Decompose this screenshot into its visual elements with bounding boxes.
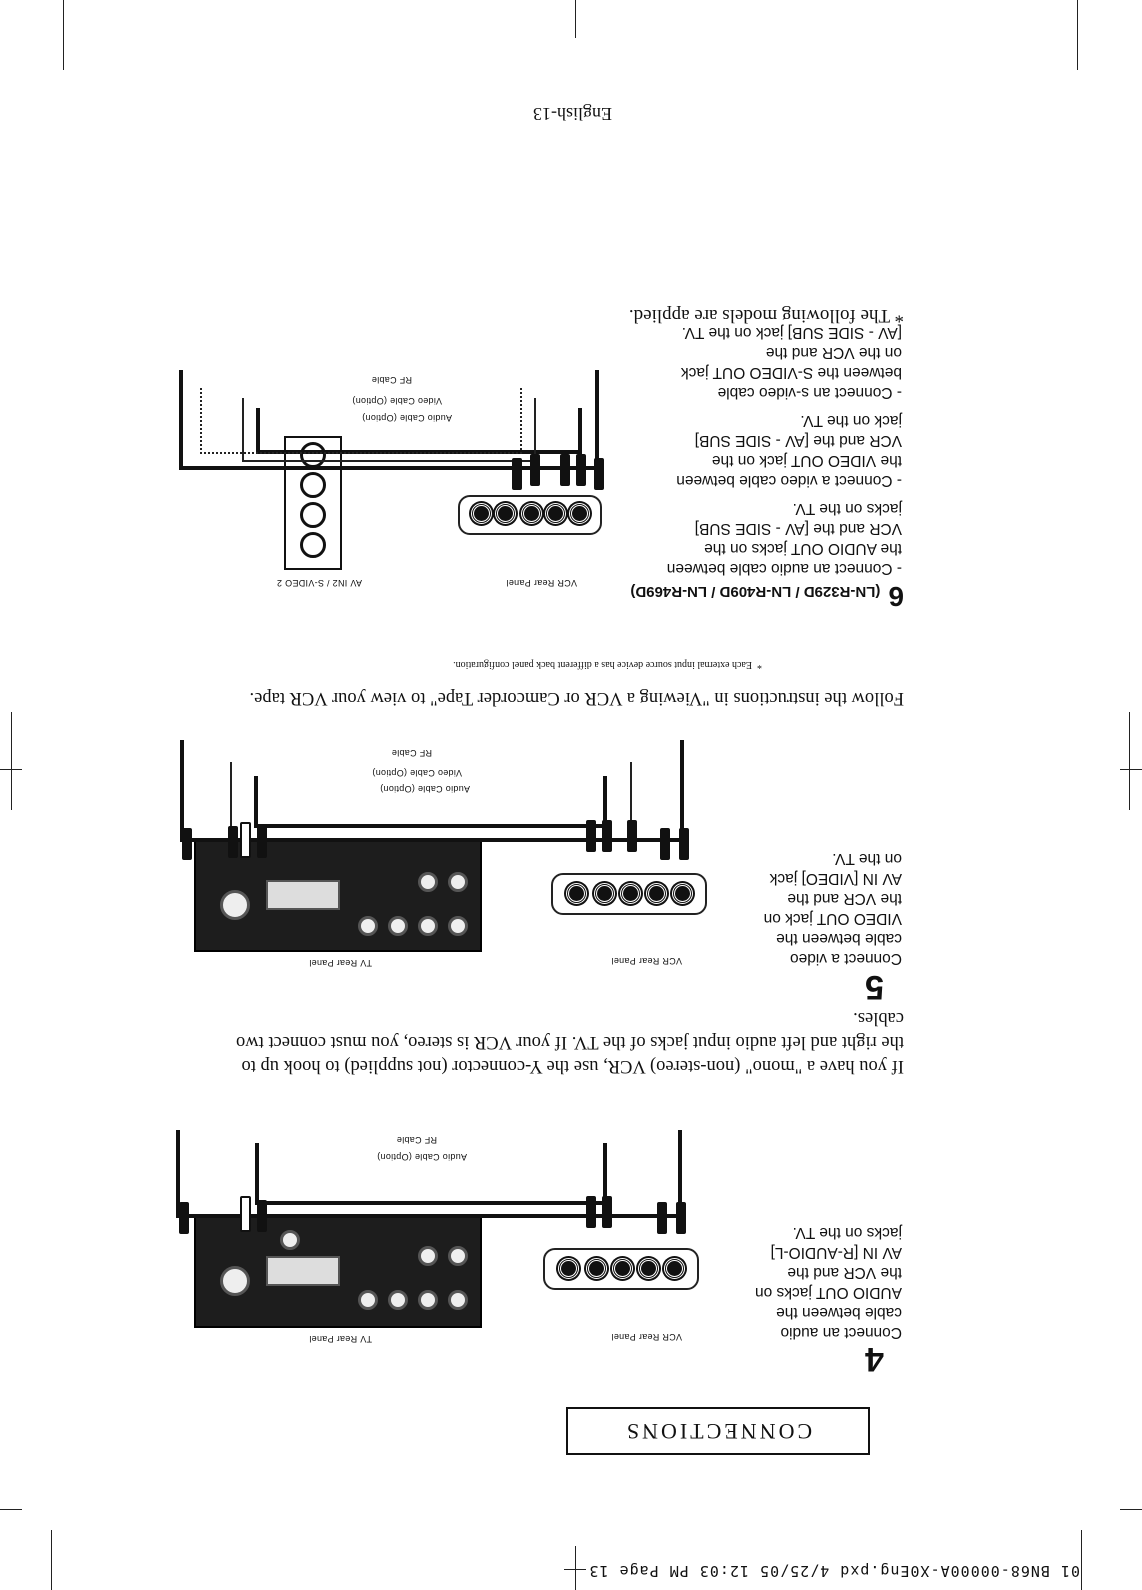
step-5-video-cable-label: Video Cable (Option) (372, 768, 462, 778)
crop-mark (1081, 1530, 1082, 1590)
step-4-vcr-rear-panel (543, 1248, 699, 1290)
step-4-vcr-panel-label: VCR Rear Panel (611, 1332, 682, 1342)
step-5-text: Connect a video cable between the VIDEO OUT jack on the VCR and the AV IN [VIDEO] jack on the TV. (763, 850, 902, 967)
crop-mark (1120, 769, 1142, 770)
step-6-video-cable-label: Video Cable (Option) (352, 396, 442, 406)
step-6-vcr-rear-panel (458, 495, 602, 535)
step-6-vcr-panel-label: VCR Rear Panel (506, 578, 577, 588)
step-4-text: Connect an audio cable between the AUDIO OUT jacks on the VCR and the AV IN [R-AUDIO-L] jacks on the TV. (754, 1224, 902, 1341)
step-4-tv-rear-panel (194, 1214, 482, 1328)
crop-mark (564, 1569, 586, 1570)
crop-mark (63, 0, 64, 70)
footnote-mark: * (757, 659, 762, 670)
step-5-tv-panel-label: TV Rear Panel (309, 958, 372, 968)
step-6-audio-cable-label: Audio Cable (Option) (361, 413, 452, 423)
back-panel-footnote: Each external input source device has a different back panel configuration. (453, 659, 752, 670)
crop-mark (1077, 0, 1078, 70)
step-5-vcr-panel-label: VCR Rear Panel (611, 956, 682, 966)
crop-mark (51, 1530, 52, 1590)
step-5-vcr-rear-panel (551, 873, 707, 915)
step-4-rf-cable-label: RF Cable (396, 1135, 437, 1145)
mono-note: If you have a "mono" (non-stereo) VCR, use the Y-connector (not supplied) to hook up to the right and left audio input jacks of the TV. If your VCR is stereo, you must connect two cables. (236, 1008, 904, 1076)
step-5-number: 5 (865, 968, 884, 1006)
step-6-item-video: - Connect a video cable between the VIDEO OUT jack on the VCR and the [AV - SIDE SUB] jack on the TV. (676, 412, 902, 489)
step-6-item-svideo: - Connect an s-video cable between the S-VIDEO OUT jack on the VCR and the [AV - SIDE SUB] jack on the TV. (680, 324, 902, 401)
crop-mark (1129, 712, 1130, 810)
step-6-rf-cable-label: RF Cable (371, 375, 412, 385)
step-6-side-panel-label: AV IN2 / S-VIDEO 2 (276, 578, 362, 588)
step-5-audio-cable-label: Audio Cable (Option) (379, 784, 470, 794)
crop-mark (11, 712, 12, 810)
step-4-tv-panel-label: TV Rear Panel (309, 1334, 372, 1344)
crop-mark (575, 0, 576, 38)
print-header-line: 01 BN68-00000A-X0Eng.pxd 4/25/05 12:03 PM Page 13 (588, 1562, 1080, 1580)
page-number: English-13 (533, 104, 612, 124)
step-6-heading (630, 580, 904, 612)
crop-mark (575, 1546, 576, 1590)
step-4-number: 4 (865, 1340, 884, 1378)
crop-mark (0, 769, 22, 770)
crop-mark (1120, 1509, 1142, 1510)
step-4-audio-cable-label: Audio Cable (Option) (376, 1152, 467, 1162)
models-note-bullet: * (890, 305, 904, 326)
step-5-rf-cable-label: RF Cable (391, 748, 432, 758)
models-note-text: The following models are applied. (628, 305, 891, 326)
step-6-item-audio: - Connect an audio cable between the AUDIO OUT jacks on the VCR and the [AV - SIDE SUB] jacks on the TV. (666, 500, 902, 577)
crop-mark (0, 1509, 22, 1510)
step-6-models: (LN-R329D / LN-R409D / LN-R469D) (630, 583, 881, 600)
section-title-box: CONNECTIONS (566, 1407, 870, 1455)
models-note (629, 304, 904, 326)
step-6-number: 6 (888, 581, 904, 612)
follow-instructions-note: Follow the instructions in "Viewing a VCR or Camcorder Tape" to view your VCR tape. (249, 688, 904, 708)
